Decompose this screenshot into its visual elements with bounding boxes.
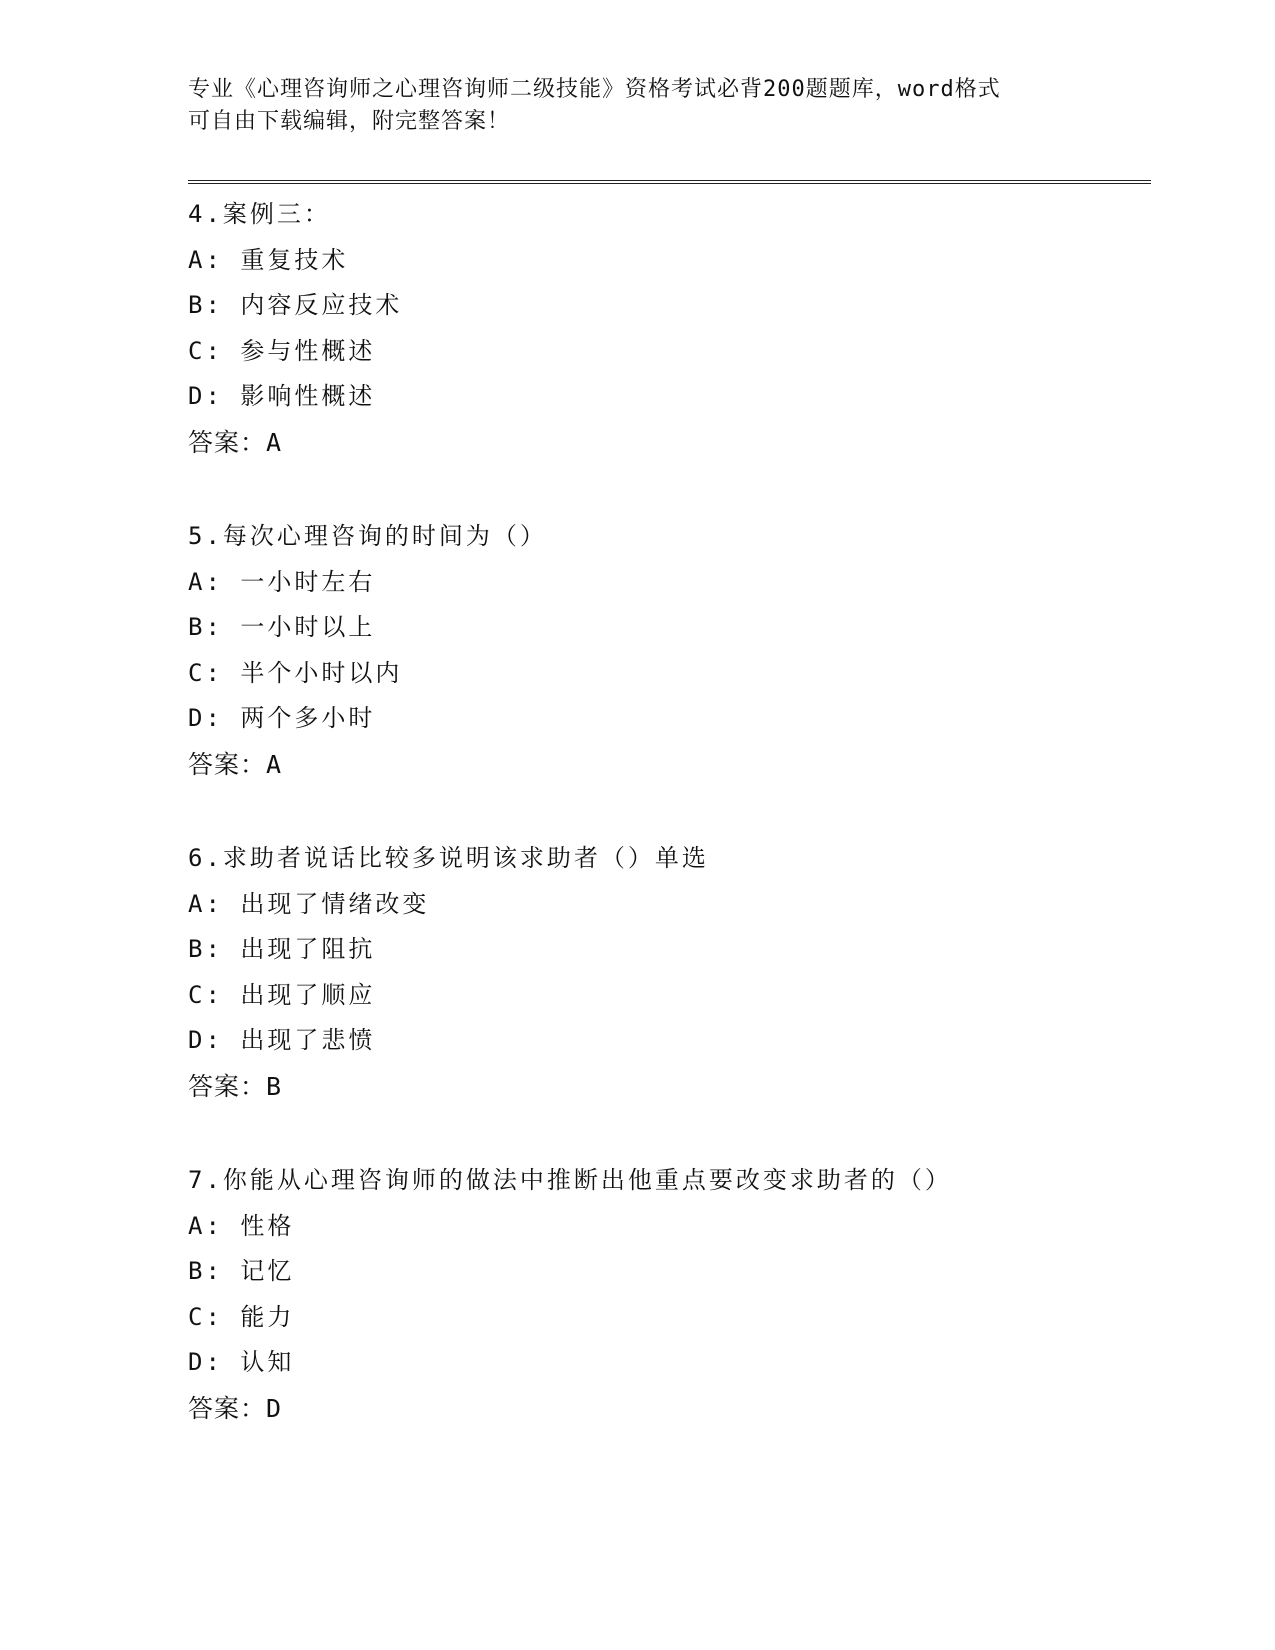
option-b: B: 出现了阻抗: [188, 935, 376, 963]
answer-value: D: [266, 1393, 283, 1423]
answer-label: 答案：: [188, 1071, 267, 1101]
answer-value: A: [266, 427, 283, 457]
answer-label: 答案：: [188, 1393, 267, 1423]
answer-line: [188, 1386, 1148, 1432]
option-d: D: 两个多小时: [188, 704, 376, 732]
option-a: A: 一小时左右: [188, 567, 376, 596]
answer-value: A: [266, 749, 283, 779]
answer-line: [188, 1064, 1148, 1110]
option-d: D: 出现了悲愤: [188, 1026, 376, 1054]
question-list: [188, 192, 1148, 1480]
answer-line: [188, 742, 1148, 788]
answer-value: B: [266, 1071, 283, 1101]
option-c: C: 出现了顺应: [188, 980, 376, 1009]
option-c: C: 参与性概述: [188, 336, 376, 365]
question-7: [188, 1158, 1148, 1431]
option-d: D: 影响性概述: [188, 382, 376, 410]
option-b: B: 记忆: [188, 1257, 295, 1285]
option-a: A: 性格: [188, 1211, 295, 1240]
question-5: [188, 514, 1148, 787]
answer-label: 答案：: [188, 749, 267, 779]
header-line-1: 专业《心理咨询师之心理咨询师二级技能》资格考试必背200题题库，word格式: [188, 77, 1001, 102]
question-stem: 6.求助者说话比较多说明该求助者（）单选: [188, 844, 709, 872]
answer-label: 答案：: [188, 427, 267, 457]
option-a: A: 出现了情绪改变: [188, 889, 430, 918]
question-stem: 4.案例三：: [188, 200, 331, 228]
option-a: A: 重复技术: [188, 245, 349, 274]
option-c: C: 半个小时以内: [188, 658, 403, 687]
question-stem: 5.每次心理咨询的时间为（）: [188, 522, 547, 550]
header-line-2: 可自由下载编辑，附完整答案！: [188, 109, 511, 134]
document-header: [188, 74, 1068, 138]
question-stem: 7.你能从心理咨询师的做法中推断出他重点要改变求助者的（）: [188, 1166, 952, 1194]
option-d: D: 认知: [188, 1348, 295, 1376]
option-c: C: 能力: [188, 1302, 295, 1331]
question-6: [188, 836, 1148, 1109]
option-b: B: 一小时以上: [188, 613, 376, 641]
answer-line: [188, 420, 1148, 466]
header-divider: [188, 180, 1151, 184]
question-4: [188, 192, 1148, 465]
option-b: B: 内容反应技术: [188, 291, 403, 319]
